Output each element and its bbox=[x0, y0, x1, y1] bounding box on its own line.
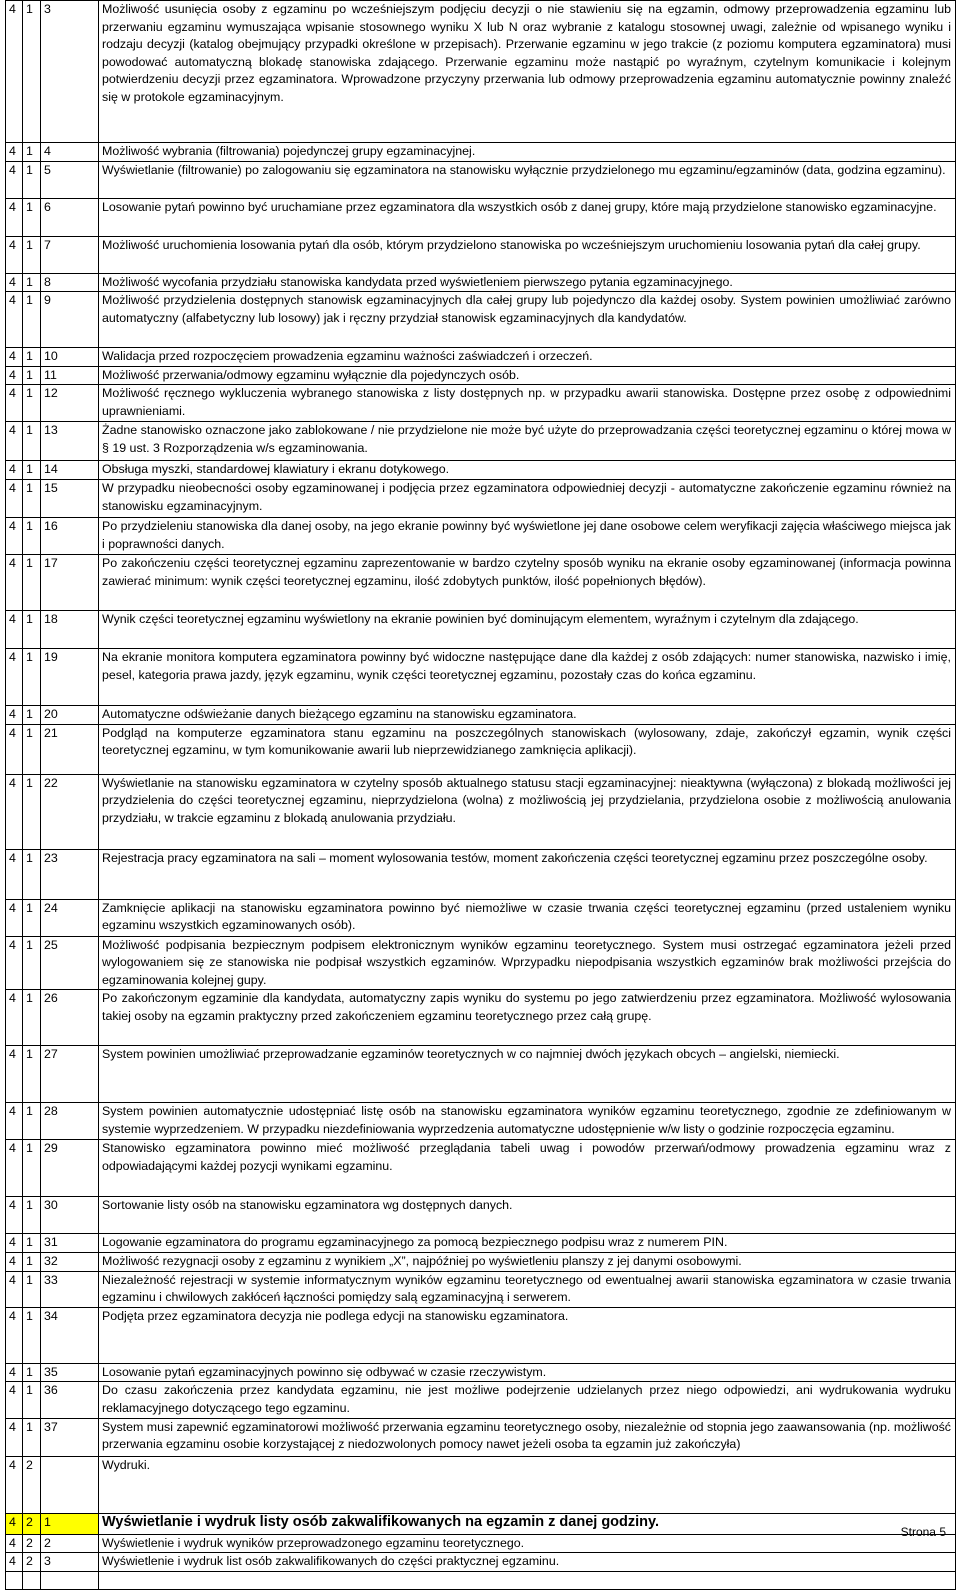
cell-description: Możliwość przerwania/odmowy egzaminu wyłącznie dla pojedynczych osób. bbox=[99, 366, 956, 385]
cell-level3: 13 bbox=[41, 422, 99, 461]
table-row bbox=[6, 899, 956, 936]
cell-level2: 2 bbox=[23, 1513, 41, 1534]
cell-level1: 4 bbox=[6, 1140, 23, 1197]
requirements-table bbox=[5, 0, 956, 1590]
cell-level3: 7 bbox=[41, 236, 99, 273]
cell-level2: 1 bbox=[23, 1, 41, 143]
cell-level2: 1 bbox=[23, 422, 41, 461]
cell-level1: 4 bbox=[6, 273, 23, 292]
cell-level3: 22 bbox=[41, 774, 99, 849]
cell-description: Walidacja przed rozpoczęciem prowadzenia egzaminu ważności zaświadczeń i orzeczeń. bbox=[99, 348, 956, 367]
cell-level3: 27 bbox=[41, 1046, 99, 1103]
cell-description: Wydruki. bbox=[99, 1456, 956, 1513]
table-row bbox=[6, 1534, 956, 1553]
table-row bbox=[6, 1553, 956, 1572]
table-row bbox=[6, 1382, 956, 1418]
table-row bbox=[6, 1456, 956, 1513]
cell-level2 bbox=[23, 1571, 41, 1589]
cell-description: Logowanie egzaminatora do programu egzaminacyjnego za pomocą bezpiecznego podpisu wraz z numerem PIN. bbox=[99, 1234, 956, 1253]
table-row bbox=[6, 936, 956, 990]
cell-level1: 4 bbox=[6, 422, 23, 461]
cell-description: Losowanie pytań egzaminacyjnych powinno się odbywać w czasie rzeczywistym. bbox=[99, 1363, 956, 1382]
cell-level3: 28 bbox=[41, 1103, 99, 1140]
cell-description: Wyświetlenie i wydruk list osób zakwalifikowanych do części praktycznej egzaminu. bbox=[99, 1553, 956, 1572]
table-row bbox=[6, 774, 956, 849]
cell-description: Po zakończonym egzaminie dla kandydata, automatyczny zapis wyniku do systemu po jego zatwierdzeniu przez egzaminatora. Możliwość wylosowania takiej osoby na egzamin praktyczny przed zakończeniem egzaminu teoretycznego przez całą grupę. bbox=[99, 990, 956, 1046]
table-row bbox=[6, 724, 956, 774]
cell-level3: 35 bbox=[41, 1363, 99, 1382]
cell-level3: 24 bbox=[41, 899, 99, 936]
cell-description: Po zakończeniu części teoretycznej egzaminu zaprezentowanie w bardzo czytelny sposób wyniku na ekranie osoby egzaminowanej (informacja powinna zawierać minimum: wynik części teoretycznej egzaminu, ilość zdobytych punktów, ilość popełnionych błędów). bbox=[99, 554, 956, 610]
cell-level2: 1 bbox=[23, 479, 41, 517]
cell-description: Żadne stanowisko oznaczone jako zablokowane / nie przydzielone nie może być użyte do przeprowadzania części teoretycznej egzaminu o której mowa w § 19 ust. 3 Rozporządzenia w/s egzaminowania. bbox=[99, 422, 956, 461]
cell-level3: 30 bbox=[41, 1197, 99, 1234]
table-row bbox=[6, 1307, 956, 1363]
cell-level2: 1 bbox=[23, 1418, 41, 1456]
cell-level1: 4 bbox=[6, 1363, 23, 1382]
cell-level3: 3 bbox=[41, 1, 99, 143]
table-row bbox=[6, 610, 956, 648]
cell-level3: 9 bbox=[41, 292, 99, 348]
cell-level1: 4 bbox=[6, 348, 23, 367]
cell-description bbox=[99, 1571, 956, 1589]
cell-level2: 1 bbox=[23, 273, 41, 292]
cell-level1: 4 bbox=[6, 1513, 23, 1534]
cell-level3 bbox=[41, 1571, 99, 1589]
section-header-row bbox=[6, 1513, 956, 1534]
cell-level2: 1 bbox=[23, 1382, 41, 1418]
cell-level1: 4 bbox=[6, 161, 23, 198]
table-row bbox=[6, 1418, 956, 1456]
cell-description: W przypadku nieobecności osoby egzaminowanej i podjęcia przez egzaminatora odpowiedniej decyzji - automatyczne zakończenie egzaminu również na stanowisku egzaminacyjnym. bbox=[99, 479, 956, 517]
cell-level1: 4 bbox=[6, 292, 23, 348]
section-title: Wyświetlanie i wydruk listy osób zakwalifikowanych na egzamin z danej godziny. bbox=[99, 1513, 956, 1534]
cell-description: Możliwość rezygnacji osoby z egzaminu z wynikiem „X”, najpóźniej po wyświetleniu planszy z jej danymi osobowymi. bbox=[99, 1252, 956, 1271]
cell-level2: 1 bbox=[23, 1140, 41, 1197]
cell-level2: 1 bbox=[23, 292, 41, 348]
cell-level3: 5 bbox=[41, 161, 99, 198]
cell-level1: 4 bbox=[6, 1382, 23, 1418]
table-row bbox=[6, 385, 956, 422]
cell-level3: 21 bbox=[41, 724, 99, 774]
cell-level3: 37 bbox=[41, 1418, 99, 1456]
cell-description: System powinien automatycznie udostępniać listę osób na stanowisku egzaminatora wyników egzaminu teoretycznego, zgodnie ze zdefiniowanym w systemie wyprzedzeniem. W przypadku niezdefiniowania wyprzedzenia automatyczne udostępnienie w/w listy o godzinie rozpoczęcia egzaminu. bbox=[99, 1103, 956, 1140]
cell-description: Wyświetlanie (filtrowanie) po zalogowaniu się egzaminatora na stanowisku wyłącznie przydzielonego mu egzaminu/egzaminów (data, godzina egzaminu). bbox=[99, 161, 956, 198]
cell-description: Możliwość podpisania bezpiecznym podpisem elektronicznym wyników egzaminu teoretycznego. System musi ostrzegać egzaminatora jeżeli przed wylogowaniem się ze stanowiska nie podpisał wszystkich egzaminów. Wprzypadku niepodpisania wszystkich egzaminów brak możliwości przejścia do egzaminowania kolejnej gupy. bbox=[99, 936, 956, 990]
table-row bbox=[6, 479, 956, 517]
cell-level2: 1 bbox=[23, 554, 41, 610]
cell-level3: 23 bbox=[41, 849, 99, 899]
page-number: Strona 5 bbox=[900, 1525, 946, 1539]
table-row bbox=[6, 236, 956, 273]
cell-description: Wyświetlanie na stanowisku egzaminatora w czytelny sposób aktualnego statusu stacji egzaminacyjnej: nieaktywna (wyłączona) z blokadą możliwości jej przydzielenia do części teoretycznej egzaminu, nieprzydzielona (wolna) z możliwością jej przydzielania, przydzielona osobie z możliwością anulowania przydziału, w trakcie egzaminu z blokadą anulowania przydziału. bbox=[99, 774, 956, 849]
cell-level1: 4 bbox=[6, 705, 23, 724]
table-row bbox=[6, 1252, 956, 1271]
cell-level1: 4 bbox=[6, 610, 23, 648]
cell-level3: 17 bbox=[41, 554, 99, 610]
cell-level2: 1 bbox=[23, 517, 41, 554]
cell-level2: 1 bbox=[23, 1271, 41, 1307]
table-row bbox=[6, 198, 956, 236]
cell-level2: 1 bbox=[23, 1103, 41, 1140]
table-row bbox=[6, 517, 956, 554]
table-row bbox=[6, 1571, 956, 1589]
table-row bbox=[6, 1103, 956, 1140]
cell-level3: 2 bbox=[41, 1534, 99, 1553]
table-row bbox=[6, 554, 956, 610]
cell-description: Na ekranie monitora komputera egzaminatora powinny być widoczne następujące dane dla każdej z osób zdających: numer stanowiska, nazwisko i imię, pesel, kategoria prawa jazdy, język egzaminu, wynik części teoretycznej egzaminu, pozostały czas do końca egzaminu. bbox=[99, 648, 956, 705]
cell-level2: 1 bbox=[23, 1234, 41, 1253]
table-row bbox=[6, 161, 956, 198]
cell-level1: 4 bbox=[6, 648, 23, 705]
cell-level3 bbox=[41, 1456, 99, 1513]
cell-description: Po przydzieleniu stanowiska dla danej osoby, na jego ekranie powinny być wyświetlone jej dane osobowe celem weryfikacji zajęcia właściwego miejsca jak i poprawności danych. bbox=[99, 517, 956, 554]
table-row bbox=[6, 292, 956, 348]
cell-level2: 1 bbox=[23, 849, 41, 899]
cell-level3: 4 bbox=[41, 143, 99, 162]
cell-level3: 20 bbox=[41, 705, 99, 724]
cell-level1: 4 bbox=[6, 385, 23, 422]
cell-level1: 4 bbox=[6, 899, 23, 936]
cell-level2: 1 bbox=[23, 198, 41, 236]
cell-level2: 1 bbox=[23, 899, 41, 936]
cell-level3: 25 bbox=[41, 936, 99, 990]
table-row bbox=[6, 1234, 956, 1253]
cell-description: Podgląd na komputerze egzaminatora stanu egzaminu na poszczególnych stanowiskach (wylosowany, zdaje, zakończył egzamin, wynik części teoretycznej egzaminu, w tym komunikowanie awarii lub nieprzewidzianego zamknięcia aplikacji). bbox=[99, 724, 956, 774]
cell-level3: 16 bbox=[41, 517, 99, 554]
cell-description: Podjęta przez egzaminatora decyzja nie podlega edycji na stanowisku egzaminatora. bbox=[99, 1307, 956, 1363]
table-row bbox=[6, 348, 956, 367]
cell-level2: 1 bbox=[23, 648, 41, 705]
cell-level3: 34 bbox=[41, 1307, 99, 1363]
cell-level3: 36 bbox=[41, 1382, 99, 1418]
cell-description: System powinien umożliwiać przeprowadzanie egzaminów teoretycznych w co najmniej dwóch językach obcych – angielski, niemiecki. bbox=[99, 1046, 956, 1103]
cell-level2: 1 bbox=[23, 366, 41, 385]
cell-level1: 4 bbox=[6, 1103, 23, 1140]
table-row bbox=[6, 705, 956, 724]
cell-level1: 4 bbox=[6, 1553, 23, 1572]
cell-level3: 3 bbox=[41, 1553, 99, 1572]
table-row bbox=[6, 143, 956, 162]
table-row bbox=[6, 1271, 956, 1307]
cell-level3: 33 bbox=[41, 1271, 99, 1307]
cell-level3: 26 bbox=[41, 990, 99, 1046]
cell-level1: 4 bbox=[6, 936, 23, 990]
cell-level2: 1 bbox=[23, 461, 41, 480]
cell-level2: 1 bbox=[23, 724, 41, 774]
cell-description: Obsługa myszki, standardowej klawiatury i ekranu dotykowego. bbox=[99, 461, 956, 480]
cell-level3: 18 bbox=[41, 610, 99, 648]
cell-description: Rejestracja pracy egzaminatora na sali – moment wylosowania testów, moment zakończenia części teoretycznej egzaminu przez poszczególne osoby. bbox=[99, 849, 956, 899]
cell-level2: 1 bbox=[23, 143, 41, 162]
cell-level1: 4 bbox=[6, 774, 23, 849]
cell-level1: 4 bbox=[6, 1046, 23, 1103]
cell-level1: 4 bbox=[6, 849, 23, 899]
cell-level2: 1 bbox=[23, 161, 41, 198]
cell-description: Do czasu zakończenia przez kandydata egzaminu, nie jest możliwe podejrzenie udzielanych przez niego odpowiedzi, ani wydrukowania wydruku reklamacyjnego dotyczącego tego egzaminu. bbox=[99, 1382, 956, 1418]
table-row bbox=[6, 273, 956, 292]
cell-description: Możliwość usunięcia osoby z egzaminu po wcześniejszym podjęciu decyzji o nie stawieniu się na egzamin, odmowy przeprowadzenia egzaminu lub przerwaniu egzaminu wymuszająca wpisanie stosownego wyniku X lub N oraz wybranie z katalogu stosownej uwagi, zależnie od wpisanego wyniku i rodzaju decyzji (katalog obejmujący przypadki określone w przepisach). Przerwanie egzaminu w jego trakcie (z poziomu komputera egzaminatora) musi powodować automatyczną blokadę stanowiska zdającego. Przerwanie egzaminu może nastąpić po wyraźnym, czytelnym komunikacie i kolejnym potwierdzeniu decyzji przez egzaminatora. Wprowadzone przyczyny przerwania lub odmowy przeprowadzenia egzaminu automatycznie powinny znaleźć się w protokole egzaminacyjnym. bbox=[99, 1, 956, 143]
cell-level2: 2 bbox=[23, 1456, 41, 1513]
cell-level1: 4 bbox=[6, 1307, 23, 1363]
cell-level3: 32 bbox=[41, 1252, 99, 1271]
cell-level3: 14 bbox=[41, 461, 99, 480]
table-row bbox=[6, 1197, 956, 1234]
cell-level3: 8 bbox=[41, 273, 99, 292]
cell-level1: 4 bbox=[6, 724, 23, 774]
table-row bbox=[6, 461, 956, 480]
cell-description: Wynik części teoretycznej egzaminu wyświetlony na ekranie powinien być dominującym elementem, wyraźnym i czytelnym dla zdającego. bbox=[99, 610, 956, 648]
cell-level1: 4 bbox=[6, 143, 23, 162]
cell-level3: 15 bbox=[41, 479, 99, 517]
table-row bbox=[6, 1, 956, 143]
cell-level3: 10 bbox=[41, 348, 99, 367]
cell-level1: 4 bbox=[6, 1234, 23, 1253]
cell-level3: 12 bbox=[41, 385, 99, 422]
cell-level3: 11 bbox=[41, 366, 99, 385]
cell-level3: 31 bbox=[41, 1234, 99, 1253]
cell-level1: 4 bbox=[6, 236, 23, 273]
cell-level1: 4 bbox=[6, 1418, 23, 1456]
cell-level2: 1 bbox=[23, 1252, 41, 1271]
cell-description: Możliwość wybrania (filtrowania) pojedynczej grupy egzaminacyjnej. bbox=[99, 143, 956, 162]
table-row bbox=[6, 1046, 956, 1103]
cell-description: Stanowisko egzaminatora powinno mieć możliwość przeglądania tabeli uwag i powodów przerwań/odmowy prowadzenia egzaminu wraz z odpowiadającymi każdej pozycji wynikami egzaminu. bbox=[99, 1140, 956, 1197]
cell-level2: 1 bbox=[23, 705, 41, 724]
cell-level3: 1 bbox=[41, 1513, 99, 1534]
cell-level1: 4 bbox=[6, 554, 23, 610]
cell-level1: 4 bbox=[6, 517, 23, 554]
cell-description: Losowanie pytań powinno być uruchamiane przez egzaminatora dla wszystkich osób z danej grupy, które mają przydzielone stanowisko egzaminacyjne. bbox=[99, 198, 956, 236]
cell-level2: 2 bbox=[23, 1553, 41, 1572]
table-row bbox=[6, 366, 956, 385]
table-row bbox=[6, 1140, 956, 1197]
table-row bbox=[6, 990, 956, 1046]
cell-description: Możliwość ręcznego wykluczenia wybranego stanowiska z listy dostępnych np. w przypadku awarii stanowiska. Dostępne przez osobę z odpowiednimi uprawnieniami. bbox=[99, 385, 956, 422]
cell-description: Możliwość wycofania przydziału stanowiska kandydata przed wyświetleniem pierwszego pytania egzaminacyjnego. bbox=[99, 273, 956, 292]
cell-level1: 4 bbox=[6, 1252, 23, 1271]
table-row bbox=[6, 648, 956, 705]
requirements-body bbox=[6, 1, 956, 1590]
cell-level1: 4 bbox=[6, 990, 23, 1046]
cell-level1: 4 bbox=[6, 461, 23, 480]
cell-level2: 1 bbox=[23, 1363, 41, 1382]
cell-level1: 4 bbox=[6, 479, 23, 517]
cell-description: Sortowanie listy osób na stanowisku egzaminatora wg dostępnych danych. bbox=[99, 1197, 956, 1234]
cell-level1: 4 bbox=[6, 198, 23, 236]
cell-level2: 1 bbox=[23, 236, 41, 273]
cell-description: Możliwość uruchomienia losowania pytań dla osób, którym przydzielono stanowiska po wcześniejszym uruchomieniu losowania pytań dla całej grupy. bbox=[99, 236, 956, 273]
cell-level2: 1 bbox=[23, 774, 41, 849]
cell-level1: 4 bbox=[6, 1271, 23, 1307]
cell-description: Zamknięcie aplikacji na stanowisku egzaminatora powinno być niemożliwe w czasie trwania części teoretycznej egzaminu (przed ustaleniem wyniku egzaminu wszystkich egzaminowanych osób). bbox=[99, 899, 956, 936]
table-row bbox=[6, 1363, 956, 1382]
cell-level2: 1 bbox=[23, 1307, 41, 1363]
cell-level1: 4 bbox=[6, 1197, 23, 1234]
cell-level3: 19 bbox=[41, 648, 99, 705]
cell-level1: 4 bbox=[6, 1456, 23, 1513]
cell-level2: 2 bbox=[23, 1534, 41, 1553]
cell-level1: 4 bbox=[6, 1, 23, 143]
cell-description: System musi zapewnić egzaminatorowi możliwość przerwania egzaminu teoretycznego osoby, niezależnie od stopnia jego zaawansowania (np. możliwość przerwania egzaminu osobie korzystającej z niedozwolonych pomocy nawet jeżeli osoba ta egzamin już zakończyła) bbox=[99, 1418, 956, 1456]
cell-level2: 1 bbox=[23, 348, 41, 367]
cell-level2: 1 bbox=[23, 385, 41, 422]
cell-level1: 4 bbox=[6, 1534, 23, 1553]
cell-level2: 1 bbox=[23, 1046, 41, 1103]
cell-level2: 1 bbox=[23, 990, 41, 1046]
cell-level2: 1 bbox=[23, 936, 41, 990]
cell-level2: 1 bbox=[23, 1197, 41, 1234]
cell-level1 bbox=[6, 1571, 23, 1589]
cell-description: Wyświetlenie i wydruk wyników przeprowadzonego egzaminu teoretycznego. bbox=[99, 1534, 956, 1553]
table-row bbox=[6, 849, 956, 899]
cell-level3: 29 bbox=[41, 1140, 99, 1197]
cell-description: Automatyczne odświeżanie danych bieżącego egzaminu na stanowisku egzaminatora. bbox=[99, 705, 956, 724]
cell-level1: 4 bbox=[6, 366, 23, 385]
cell-description: Możliwość przydzielenia dostępnych stanowisk egzaminacyjnych dla całej grupy lub pojedynczo dla każdej osoby. System powinien umożliwiać zarówno automatyczny (alfabetyczny lub losowy) jak i ręczny przydział stanowisk egzaminacyjnych dla kandydatów. bbox=[99, 292, 956, 348]
cell-level3: 6 bbox=[41, 198, 99, 236]
cell-description: Niezależność rejestracji w systemie informatycznym wyników egzaminu teoretycznego od ewentualnej awarii stanowiska egzaminatora w czasie trwania egzaminu i chwilowych zakłóceń łączności pomiędzy salą egzaminacyjną i serwerem. bbox=[99, 1271, 956, 1307]
cell-level2: 1 bbox=[23, 610, 41, 648]
table-row bbox=[6, 422, 956, 461]
